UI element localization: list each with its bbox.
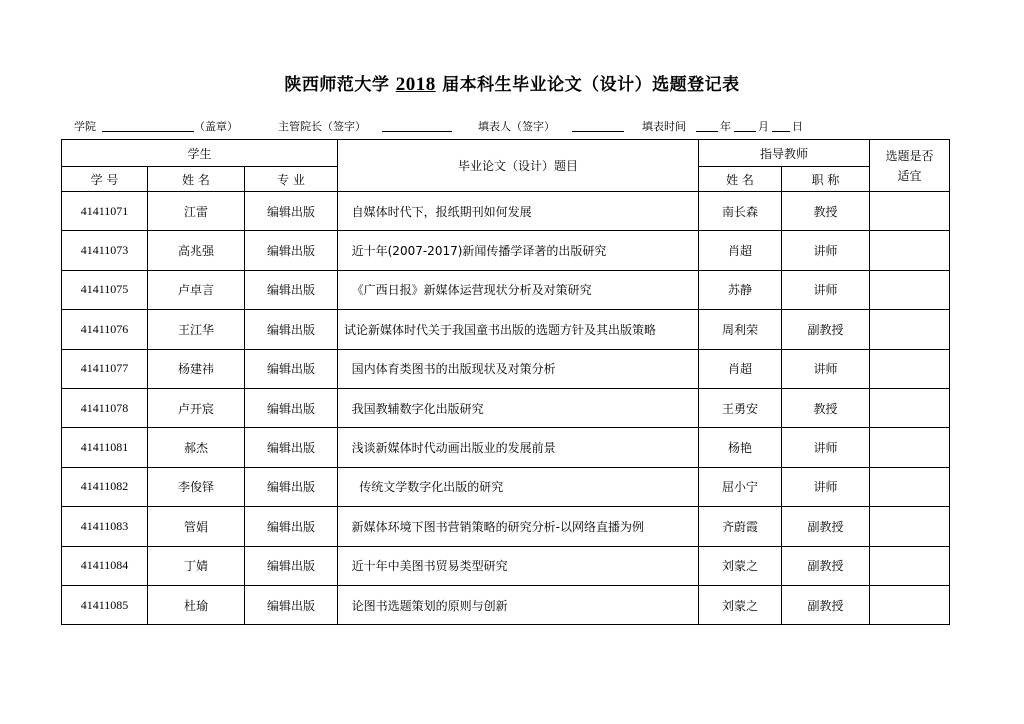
advisor-title-cell: 讲师 [782,349,870,388]
suitable-cell[interactable] [870,388,950,427]
topic-cell: 国内体育类图书的出版现状及对策分析 [338,349,699,388]
topic-cell: 近十年(2007-2017)新闻传播学译著的出版研究 [338,231,699,270]
major-cell: 编辑出版 [245,428,338,467]
student-id-cell: 41411076 [62,310,148,349]
day-unit: 日 [792,120,803,133]
major-cell: 编辑出版 [245,310,338,349]
advisor-name-cell: 苏静 [699,270,782,309]
table-row [62,507,950,546]
major-cell: 编辑出版 [245,585,338,624]
major-cell: 编辑出版 [245,467,338,506]
student-id-header: 学 号 [62,167,148,192]
advisor-header: 指导教师 [699,140,870,167]
college-label: 学院 [74,120,96,133]
dean-label: 主管院长（签字） [278,120,366,133]
student-name-cell: 高兆强 [148,231,245,270]
student-name-cell: 丁婧 [148,546,245,585]
topic-cell: 近十年中美图书贸易类型研究 [338,546,699,585]
student-name-cell: 卢卓言 [148,270,245,309]
table-row [62,231,950,270]
table-row [62,192,950,231]
student-id-cell: 41411071 [62,192,148,231]
student-id-cell: 41411084 [62,546,148,585]
topic-cell: 浅谈新媒体时代动画出版业的发展前景 [338,428,699,467]
table-row [62,349,950,388]
suitable-cell[interactable] [870,270,950,309]
student-name-header: 姓 名 [148,167,245,192]
table-body [62,192,950,625]
month-unit: 月 [758,120,769,133]
advisor-title-header: 职 称 [782,167,870,192]
major-cell: 编辑出版 [245,507,338,546]
table-row [62,388,950,427]
major-cell: 编辑出版 [245,388,338,427]
student-header: 学生 [62,140,338,167]
table-row [62,585,950,624]
student-id-cell: 41411082 [62,467,148,506]
topic-cell: 自媒体时代下，报纸期刊如何发展 [338,192,699,231]
advisor-name-cell: 屈小宁 [699,467,782,506]
suitable-cell[interactable] [870,349,950,388]
suitable-cell[interactable] [870,310,950,349]
advisor-name-cell: 肖超 [699,231,782,270]
major-cell: 编辑出版 [245,231,338,270]
advisor-title-cell: 讲师 [782,270,870,309]
suitable-cell[interactable] [870,507,950,546]
advisor-name-cell: 南长森 [699,192,782,231]
topic-header: 毕业论文（设计）题目 [338,140,699,192]
student-name-cell: 王江华 [148,310,245,349]
student-id-cell: 41411081 [62,428,148,467]
student-name-cell: 杨建祎 [148,349,245,388]
date-label: 填表时间 [642,120,686,133]
advisor-name-cell: 杨艳 [699,428,782,467]
header-row-1 [62,140,950,167]
advisor-title-cell: 教授 [782,388,870,427]
suitable-cell[interactable] [870,231,950,270]
seal-label: （盖章） [194,120,238,133]
advisor-name-header: 姓 名 [699,167,782,192]
student-id-cell: 41411077 [62,349,148,388]
topic-cell: 传统文学数字化出版的研究 [338,467,699,506]
title-prefix: 陕西师范大学 [284,75,390,95]
suitable-cell[interactable] [870,585,950,624]
suitable-cell[interactable] [870,192,950,231]
advisor-title-cell: 副教授 [782,585,870,624]
table-row [62,310,950,349]
advisor-name-cell: 肖超 [699,349,782,388]
student-id-cell: 41411083 [62,507,148,546]
advisor-title-cell: 讲师 [782,231,870,270]
student-id-cell: 41411073 [62,231,148,270]
advisor-title-cell: 副教授 [782,310,870,349]
form-meta-line [74,118,954,136]
major-cell: 编辑出版 [245,192,338,231]
advisor-name-cell: 刘蒙之 [699,585,782,624]
suitable-cell[interactable] [870,428,950,467]
major-cell: 编辑出版 [245,546,338,585]
topic-cell: 试论新媒体时代关于我国童书出版的选题方针及其出版策略 [338,310,699,349]
table-row [62,428,950,467]
advisor-name-cell: 周利荣 [699,310,782,349]
title-year: 2018 [395,74,436,95]
registration-table [61,139,950,625]
page-title [0,70,1024,96]
student-name-cell: 卢开宸 [148,388,245,427]
advisor-title-cell: 讲师 [782,428,870,467]
filler-label: 填表人（签字） [478,120,555,133]
student-name-cell: 管娟 [148,507,245,546]
year-unit: 年 [720,120,731,133]
topic-cell: 新媒体环境下图书营销策略的研究分析-以网络直播为例 [338,507,699,546]
advisor-name-cell: 刘蒙之 [699,546,782,585]
suitable-cell[interactable] [870,546,950,585]
student-id-cell: 41411085 [62,585,148,624]
table-row [62,467,950,506]
table-row [62,270,950,309]
suitable-header: 选题是否适宜 [870,140,950,192]
student-name-cell: 郝杰 [148,428,245,467]
student-id-cell: 41411075 [62,270,148,309]
major-header: 专 业 [245,167,338,192]
student-name-cell: 杜瑜 [148,585,245,624]
topic-cell: 我国教辅数字化出版研究 [338,388,699,427]
student-name-cell: 江雷 [148,192,245,231]
advisor-title-cell: 教授 [782,192,870,231]
student-id-cell: 41411078 [62,388,148,427]
title-suffix: 届本科生毕业论文（设计）选题登记表 [442,75,740,95]
suitable-cell[interactable] [870,467,950,506]
major-cell: 编辑出版 [245,349,338,388]
topic-cell: 论图书选题策划的原则与创新 [338,585,699,624]
advisor-title-cell: 讲师 [782,467,870,506]
advisor-name-cell: 齐蔚霞 [699,507,782,546]
topic-cell: 《广西日报》新媒体运营现状分析及对策研究 [338,270,699,309]
student-name-cell: 李俊铎 [148,467,245,506]
advisor-title-cell: 副教授 [782,546,870,585]
table-row [62,546,950,585]
advisor-title-cell: 副教授 [782,507,870,546]
major-cell: 编辑出版 [245,270,338,309]
advisor-name-cell: 王勇安 [699,388,782,427]
